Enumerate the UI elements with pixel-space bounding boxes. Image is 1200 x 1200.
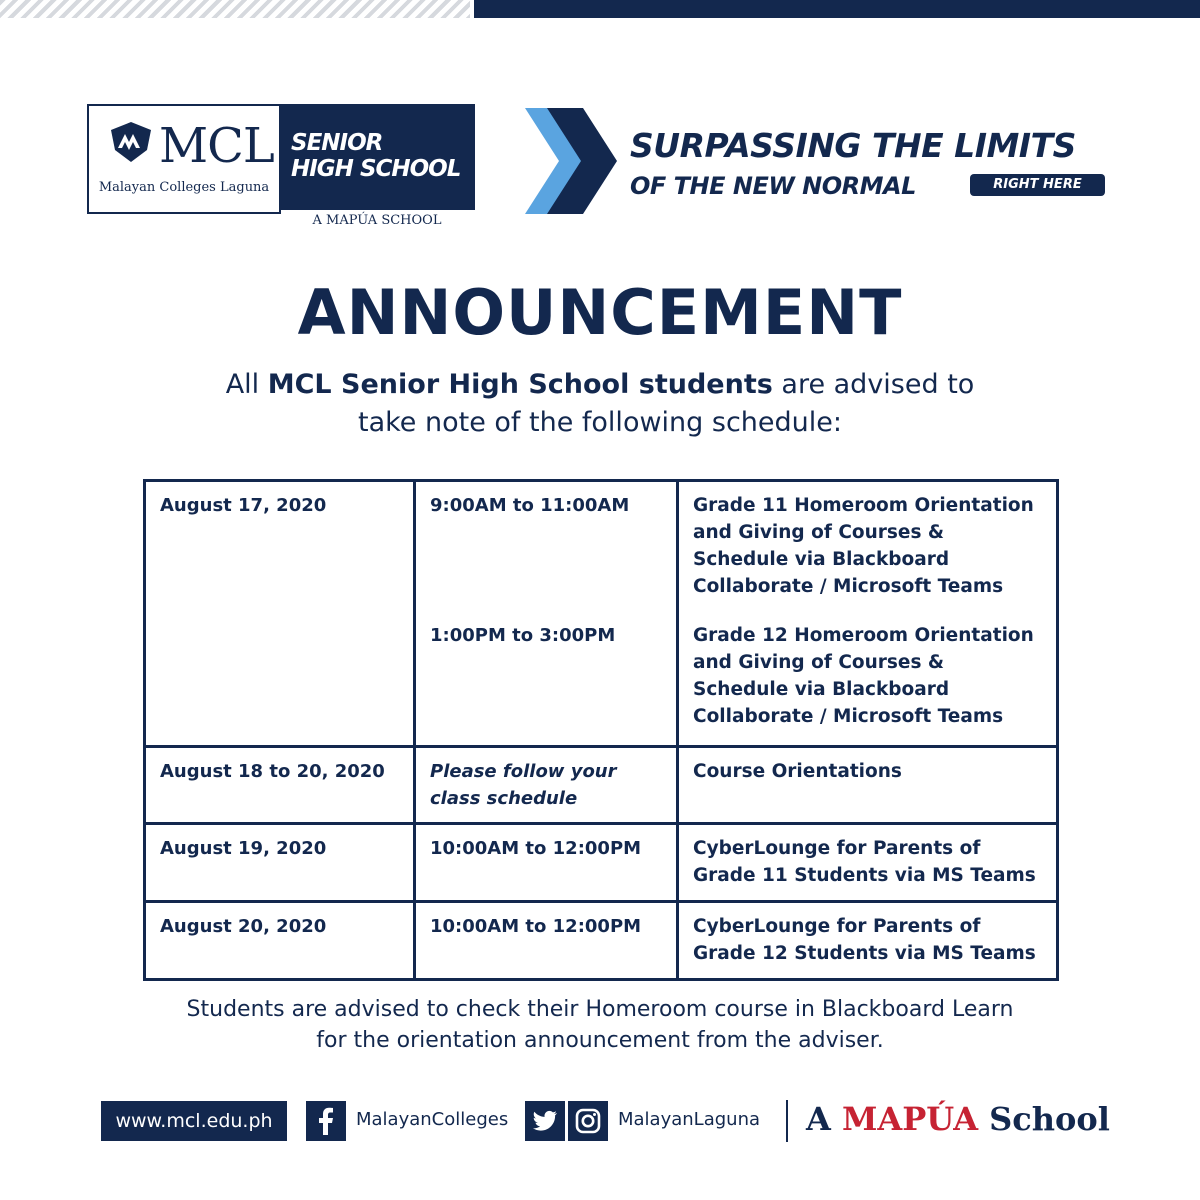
footer-divider (786, 1100, 788, 1142)
date-cell: August 19, 2020 (145, 824, 415, 902)
twitter-instagram-handle[interactable]: MalayanLaguna (618, 1109, 761, 1130)
time-cell: 10:00AM to 12:00PM (415, 824, 678, 902)
activity-item: CyberLounge for Parents of Grade 11 Students via MS Teams (693, 838, 1036, 886)
slogan-line1: SURPASSING THE LIMITS (630, 126, 1076, 165)
website-link[interactable]: www.mcl.edu.ph (101, 1101, 287, 1141)
top-stripe-pattern (0, 0, 470, 18)
facebook-handle[interactable]: MalayanColleges (356, 1109, 509, 1130)
activity-item: Course Orientations (693, 761, 902, 782)
table-row (145, 824, 1058, 902)
schedule-table (143, 479, 1059, 981)
note-line1: Students are advised to check their Homeroom course in Blackboard Learn (186, 997, 1014, 1022)
time-cell: 10:00AM to 12:00PM (415, 902, 678, 980)
time-slot: 1:00PM to 3:00PM (430, 625, 616, 646)
shs-line2: HIGH SCHOOL (291, 156, 461, 182)
shs-line1: SENIOR (291, 130, 383, 156)
date-cell: August 20, 2020 (145, 902, 415, 980)
time-cell (415, 481, 678, 747)
note-line2: for the orientation announcement from the adviser. (316, 1028, 884, 1053)
facebook-icon[interactable] (306, 1101, 346, 1141)
activity-item: Grade 11 Homeroom Orientation and Giving of Courses & Schedule via Blackboard Collaborate / Microsoft Teams (693, 495, 1034, 597)
advisory-note (0, 994, 1200, 1056)
logo-name: MCL (159, 118, 274, 174)
intro-line1 (0, 366, 1200, 404)
mapua-footer-logo (806, 1100, 1110, 1138)
logo-subtitle: Malayan Colleges Laguna (98, 180, 270, 195)
date-cell: August 17, 2020 (145, 481, 415, 747)
table-row (145, 902, 1058, 980)
activity-cell (678, 902, 1058, 980)
table-row (145, 747, 1058, 824)
table-row (145, 481, 1058, 747)
intro-post: are advised to (772, 369, 975, 400)
right-here-badge: RIGHT HERE (970, 174, 1105, 196)
intro-bold: MCL Senior High School students (267, 369, 773, 400)
slogan-line2: OF THE NEW NORMAL (630, 172, 916, 200)
mapua-name: MAPÚA (841, 1100, 979, 1138)
instagram-icon[interactable] (568, 1101, 608, 1141)
chevron-arrow-icon (525, 108, 617, 214)
top-bar (474, 0, 1200, 18)
twitter-icon[interactable] (525, 1101, 565, 1141)
activity-cell (678, 747, 1058, 824)
time-cell: Please follow your class schedule (415, 747, 678, 824)
shs-badge (279, 104, 475, 210)
intro-line2: take note of the following schedule: (358, 407, 842, 438)
mapua-a: A (806, 1100, 842, 1138)
mapua-school: School (978, 1100, 1110, 1138)
activity-cell (678, 481, 1058, 747)
activity-item: Grade 12 Homeroom Orientation and Giving of Courses & Schedule via Blackboard Collaborate / Microsoft Teams (693, 625, 1034, 727)
date-cell: August 18 to 20, 2020 (145, 747, 415, 824)
intro-pre: All (225, 369, 268, 400)
time-slot: 9:00AM to 11:00AM (430, 495, 630, 516)
mcl-shield-icon (109, 120, 153, 164)
announcement-title: ANNOUNCEMENT (297, 276, 903, 349)
activity-cell (678, 824, 1058, 902)
shs-label (291, 130, 460, 182)
activity-item: CyberLounge for Parents of Grade 12 Students via MS Teams (693, 916, 1036, 964)
mapua-tagline: A MAPÚA SCHOOL (312, 213, 442, 228)
announcement-intro (0, 366, 1200, 442)
mcl-logo (87, 104, 281, 214)
